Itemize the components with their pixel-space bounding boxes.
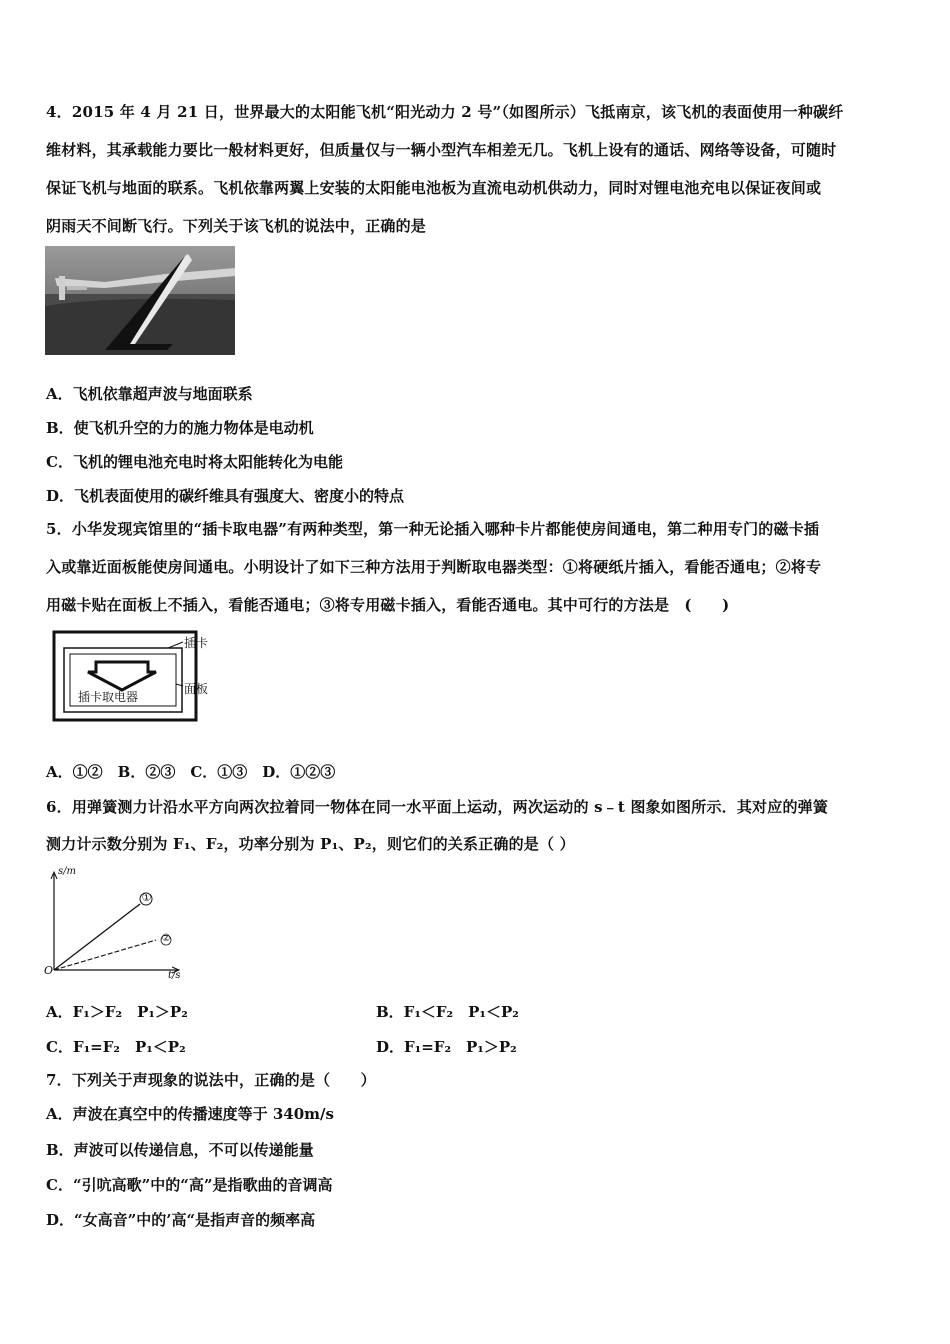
q6-stem-line-2: 测力计示数分别为 F₁、F₂，功率分别为 P₁、P₂，则它们的关系正确的是（ ） <box>46 835 575 853</box>
graph-line1-label: ① <box>141 891 152 904</box>
graph-origin: O <box>44 964 54 977</box>
q4-stem-line-2: 维材料，其承载能力要比一般材料更好，但质量仅与一辆小型汽车相差无几。飞机上设有的通话、网络等设备，可随时 <box>46 141 837 159</box>
graph-line2-label: ② <box>161 933 171 944</box>
q4-option-c[interactable]: C．飞机的锂电池充电时将太阳能转化为电能 <box>46 453 343 471</box>
q5-options[interactable]: A．①② B．②③ C．①③ D．①②③ <box>46 763 336 781</box>
q7-option-a[interactable]: A．声波在真空中的传播速度等于 340m/s <box>46 1105 334 1123</box>
q4-option-d[interactable]: D．飞机表面使用的碳纤维具有强度大、密度小的特点 <box>46 487 405 505</box>
q6-stem-line-1: 6．用弹簧测力计沿水平方向两次拉着同一物体在同一水平面上运动，两次运动的 s﹣t 图象如图所示．其对应的弹簧 <box>46 798 829 816</box>
q4-stem-line-4: 阴雨天不间断飞行。下列关于该飞机的说法中，正确的是 <box>46 217 427 235</box>
q5-stem-line-3: 用磁卡贴在面板上不插入，看能否通电；③将专用磁卡插入，看能否通电。其中可行的方法是 ( ) <box>46 596 730 614</box>
q4-option-b[interactable]: B．使飞机升空的力的施力物体是电动机 <box>46 419 314 437</box>
q4-stem-line-1: 4．2015 年 4 月 21 日，世界最大的太阳能飞机“阳光动力 2 号”（如图所示）飞抵南京，该飞机的表面使用一种碳纤 <box>46 103 844 121</box>
q7-option-d[interactable]: D．“女高音”中的’高“是指声音的频率高 <box>46 1211 316 1229</box>
graph-xlabel: t/s <box>168 970 181 981</box>
q7-stem: 7．下列关于声现象的说法中，正确的是（ ） <box>46 1071 376 1089</box>
q6-option-c[interactable]: C．F₁=F₂ P₁＜P₂ <box>46 1038 186 1056</box>
q7-option-c[interactable]: C．“引吭高歌”中的“高”是指歌曲的音调高 <box>46 1176 333 1194</box>
graph-ylabel: s/m <box>58 866 76 877</box>
card-switch-figure <box>48 628 218 724</box>
q7-option-b[interactable]: B．声波可以传递信息，不可以传递能量 <box>46 1141 314 1159</box>
q4-option-a[interactable]: A．飞机依靠超声波与地面联系 <box>46 385 253 403</box>
label-card: 插卡 <box>184 636 209 650</box>
label-panel: 面板 <box>184 682 209 696</box>
q5-stem-line-2: 入或靠近面板能使房间通电。小明设计了如下三种方法用于判断取电器类型：①将硬纸片插入，看能否通电；②将专 <box>46 558 822 576</box>
q6-option-d[interactable]: D．F₁=F₂ P₁＞P₂ <box>376 1038 517 1056</box>
s-t-graph <box>44 866 184 982</box>
q5-stem-line-1: 5．小华发现宾馆里的“插卡取电器”有两种类型，第一种无论插入哪种卡片都能使房间通电，第二种用专门的磁卡插 <box>46 520 820 538</box>
q4-stem-line-3: 保证飞机与地面的联系。飞机依靠两翼上安装的太阳能电池板为直流电动机供动力，同时对锂电池充电以保证夜间或 <box>46 179 822 197</box>
q6-option-b[interactable]: B．F₁＜F₂ P₁＜P₂ <box>376 1003 519 1021</box>
label-device: 插卡取电器 <box>78 690 139 704</box>
solar-plane-photo <box>45 246 235 355</box>
q6-option-a[interactable]: A．F₁＞F₂ P₁＞P₂ <box>46 1003 188 1021</box>
